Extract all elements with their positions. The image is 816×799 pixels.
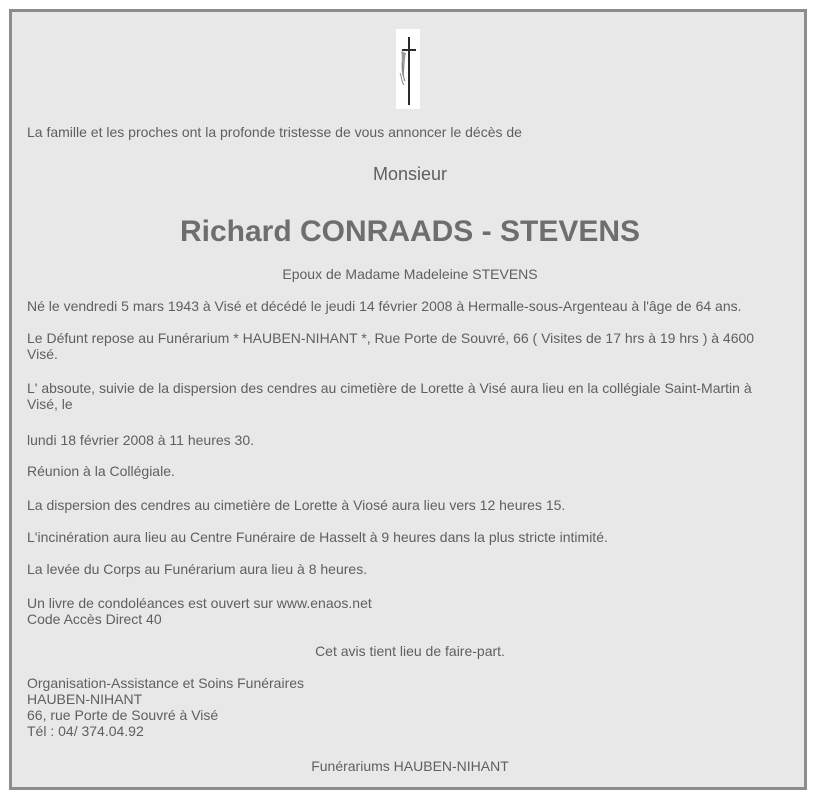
meeting-text: Réunion à la Collégiale. bbox=[27, 463, 175, 479]
notice-text: Cet avis tient lieu de faire-part. bbox=[315, 643, 505, 659]
intro-text: La famille et les proches ont la profonde tristesse de vous annoncer le décès de bbox=[27, 124, 522, 140]
ceremony-text bbox=[27, 380, 793, 412]
organisation-line-2: HAUBEN-NIHANT bbox=[27, 691, 143, 707]
deceased-name: Richard CONRAADS - STEVENS bbox=[179, 215, 641, 248]
date-text: lundi 18 février 2008 à 11 heures 30. bbox=[27, 432, 255, 448]
condolences-line-2: Code Accès Direct 40 bbox=[27, 611, 162, 627]
ceremony-line-2: Visé, le bbox=[27, 396, 73, 412]
organisation-block bbox=[27, 675, 793, 739]
organisation-phone: Tél : 04/ 374.04.92 bbox=[27, 723, 144, 739]
birth-death-text: Né le vendredi 5 mars 1943 à Visé et décédé le jeudi 14 février 2008 à Hermalle-sous-Argenteau à l'âge de 64 ans. bbox=[27, 298, 742, 314]
organisation-address: 66, rue Porte de Souvré à Visé bbox=[27, 707, 219, 723]
obituary-card bbox=[9, 9, 807, 790]
condolences-text bbox=[27, 595, 793, 627]
condolences-line-1: Un livre de condoléances est ouvert sur www.enaos.net bbox=[27, 595, 372, 611]
cross-emblem-icon bbox=[396, 29, 420, 109]
ceremony-line-1: L' absoute, suivie de la dispersion des cendres au cimetière de Lorette à Visé aura lieu en la collégiale Saint-Martin à bbox=[27, 380, 752, 396]
title-text: Monsieur bbox=[372, 164, 448, 184]
levee-text: La levée du Corps au Funérarium aura lieu à 8 heures. bbox=[27, 561, 368, 577]
incineration-text: L'incinération aura lieu au Centre Funéraire de Hasselt à 9 heures dans la plus stricte intimité. bbox=[27, 529, 608, 545]
organisation-line-1: Organisation-Assistance et Soins Funéraires bbox=[27, 675, 305, 691]
dispersion-text: La dispersion des cendres au cimetière de Lorette à Viosé aura lieu vers 12 heures 15. bbox=[27, 497, 566, 513]
spouse-text: Epoux de Madame Madeleine STEVENS bbox=[282, 266, 538, 282]
resting-text bbox=[27, 330, 793, 362]
resting-line-1: Le Défunt repose au Funérarium * HAUBEN-NIHANT *, Rue Porte de Souvré, 66 ( Visites de 17 hrs à 19 hrs ) à 4600 bbox=[27, 330, 755, 346]
footer-text: Funérariums HAUBEN-NIHANT bbox=[311, 758, 509, 774]
resting-line-2: Visé. bbox=[27, 346, 58, 362]
